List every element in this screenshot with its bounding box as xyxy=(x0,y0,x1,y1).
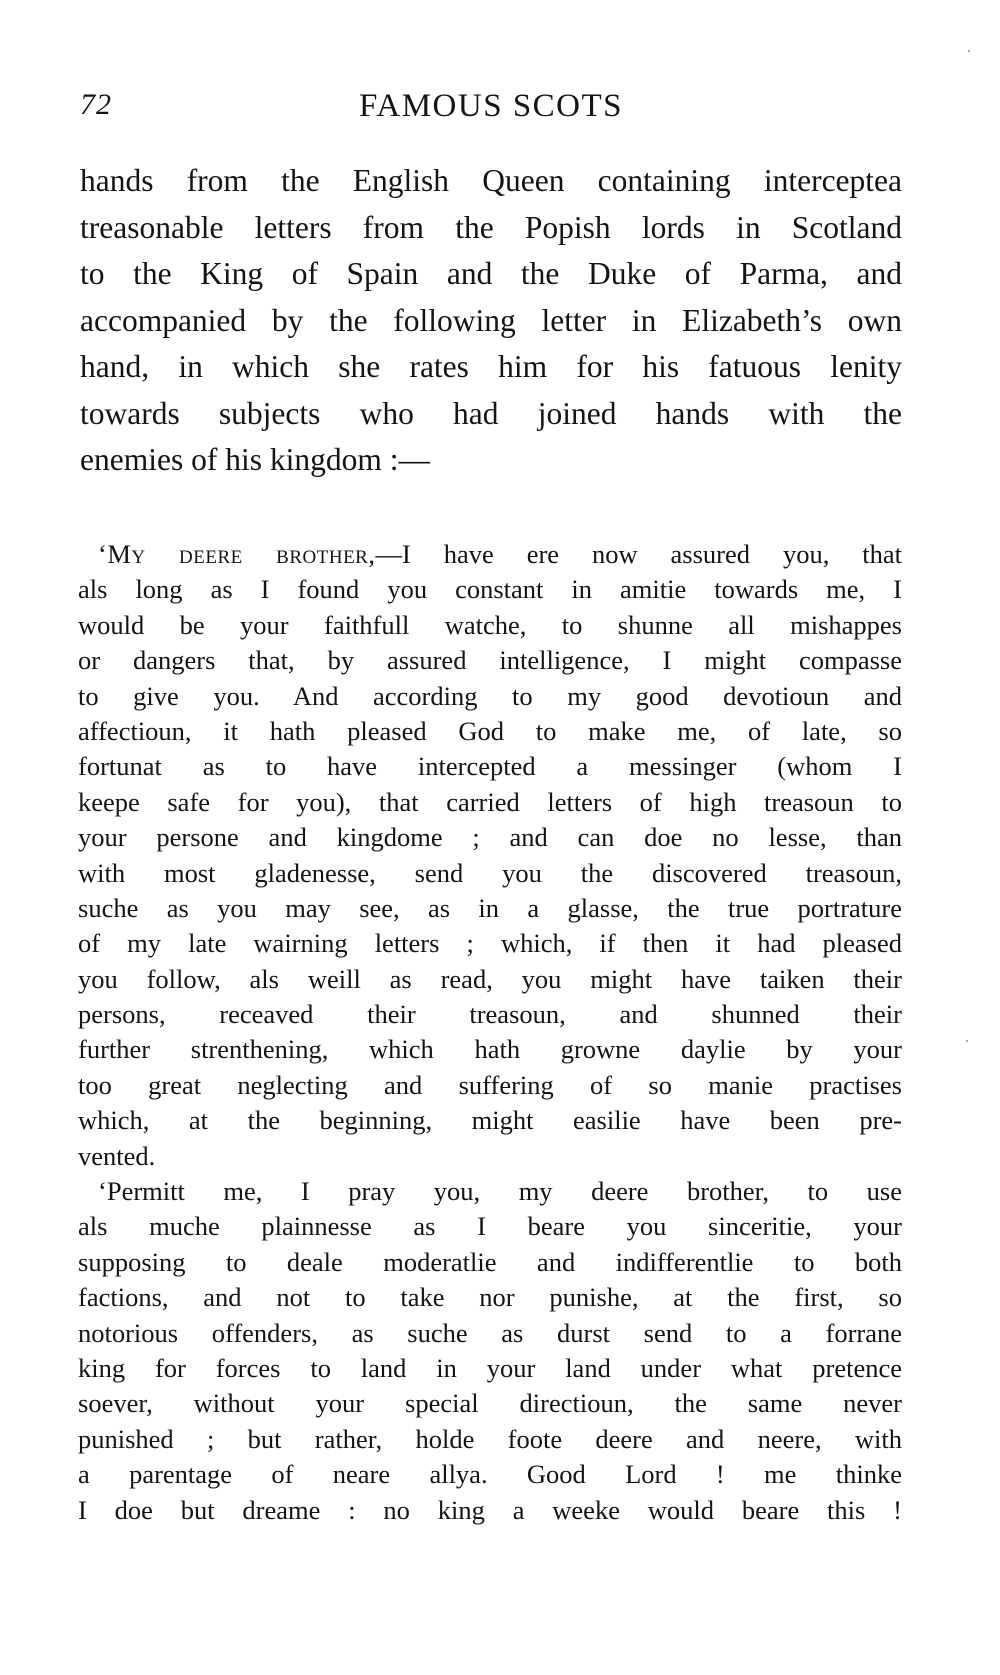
letter-line: vented. xyxy=(78,1140,156,1171)
letter-line: affectioun, it hath pleased God to make me, of late, so xyxy=(78,715,902,746)
letter-line: suche as you may see, as in a glasse, the true portrature xyxy=(78,892,902,923)
letter-line: of my late wairning letters ; which, if then it had pleased xyxy=(78,928,902,959)
page-header xyxy=(80,88,902,132)
letter-line: I doe but dreame : no king a weeke would beare this ! xyxy=(78,1494,902,1525)
letter-line-text: —I have ere now assured you, that xyxy=(375,539,902,569)
quoted-letter xyxy=(78,537,902,1528)
letter-line: too great neglecting and suffering of so manie practises xyxy=(78,1069,902,1100)
paper-speck xyxy=(968,50,970,52)
letter-line: or dangers that, by assured intelligence, I might compasse xyxy=(78,645,902,676)
narrative-line: to the King of Spain and the Duke of Parma, and xyxy=(80,256,902,291)
narrative-line: enemies of his kingdom :— xyxy=(80,442,430,477)
letter-line: soever, without your special directioun, the same never xyxy=(78,1388,902,1419)
letter-line: king for forces to land in your land under what pretence xyxy=(78,1352,902,1383)
letter-salutation: ‘My deere brother, xyxy=(98,539,376,569)
letter-line: you follow, als weill as read, you might have taiken their xyxy=(78,963,902,994)
letter-line xyxy=(78,1174,902,1209)
letter-line: further strenthening, which hath growne daylie by your xyxy=(78,1034,902,1065)
letter-line: to give you. And according to my good devotioun and xyxy=(78,680,902,711)
letter-line: which, at the beginning, might easilie have been pre- xyxy=(78,1105,902,1136)
page-number: 72 xyxy=(80,88,112,121)
letter-line-text: ‘Permitt me, I pray you, my deere brother, to use xyxy=(98,1176,902,1207)
narrative-paragraph xyxy=(80,158,902,484)
letter-line: with most gladenesse, send you the discovered treasoun, xyxy=(78,857,902,888)
letter-line: als long as I found you constant in amitie towards me, I xyxy=(78,574,902,605)
narrative-line: treasonable letters from the Popish lords in Scotland xyxy=(80,209,902,245)
narrative-line: accompanied by the following letter in Elizabeth’s own xyxy=(80,302,902,338)
narrative-line: hand, in which she rates him for his fatuous lenity xyxy=(80,349,902,384)
letter-line: keepe safe for you), that carried letters of high treasoun to xyxy=(78,786,902,817)
running-head: FAMOUS SCOTS xyxy=(358,88,624,124)
letter-line: fortunat as to have intercepted a messinger (whom I xyxy=(78,751,902,782)
letter-line: factions, and not to take nor punishe, at the first, so xyxy=(78,1282,902,1313)
paper-speck xyxy=(966,1040,968,1042)
letter-line: notorious offenders, as suche as durst send to a forrane xyxy=(78,1317,902,1348)
letter-line: als muche plainnesse as I beare you sinceritie, your xyxy=(78,1211,902,1242)
letter-line xyxy=(78,537,902,572)
narrative-line: towards subjects who had joined hands with the xyxy=(80,395,902,431)
letter-line: would be your faithfull watche, to shunne all mishappes xyxy=(78,609,902,640)
narrative-line: hands from the English Queen containing interceptea xyxy=(80,163,902,198)
letter-line: a parentage of neare allya. Good Lord ! me thinke xyxy=(78,1459,902,1490)
letter-line: your persone and kingdome ; and can doe no lesse, than xyxy=(78,822,902,853)
letter-line: punished ; but rather, holde foote deere and neere, with xyxy=(78,1423,902,1454)
letter-line: persons, receaved their treasoun, and shunned their xyxy=(78,999,902,1030)
letter-line: supposing to deale moderatlie and indifferentlie to both xyxy=(78,1246,902,1277)
